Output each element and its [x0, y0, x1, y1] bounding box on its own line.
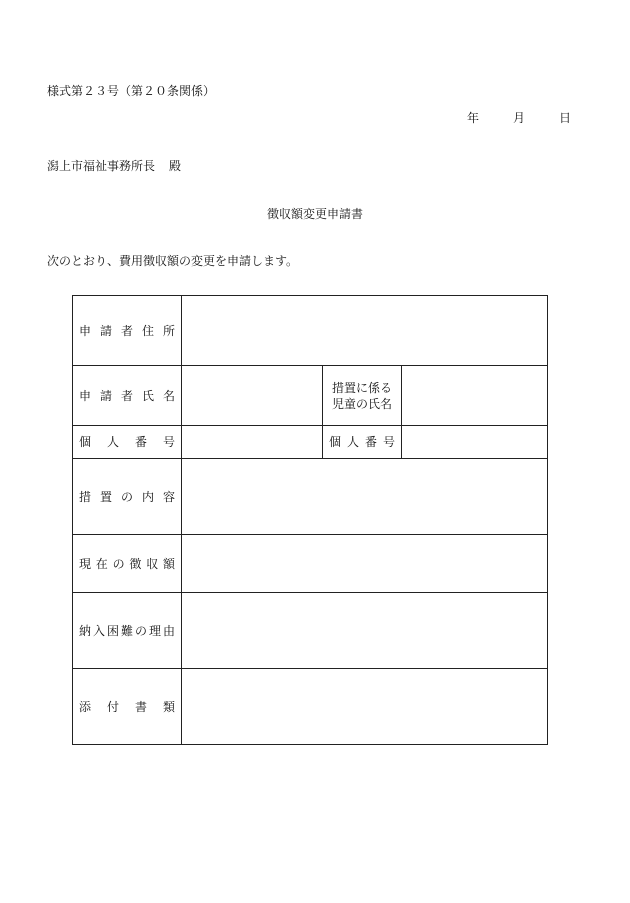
label-child-name-line2: 児童の氏名: [331, 396, 392, 411]
label-current-amount: 現在の徴収額: [73, 535, 182, 593]
field-measure-content[interactable]: [182, 459, 548, 535]
date-year: 年: [466, 111, 479, 125]
row-personal-number: [73, 426, 548, 459]
label-applicant-address: 申請者住所: [73, 296, 182, 366]
form-number: 様式第２３号（第２０条関係）: [47, 84, 216, 98]
label-measure-content: 措置の内容: [73, 459, 182, 535]
field-current-amount[interactable]: [182, 535, 548, 593]
label-child-personal-number: 個人番号: [323, 426, 402, 459]
label-personal-number: 個人番号: [73, 426, 182, 459]
field-attachments[interactable]: [182, 669, 548, 745]
row-attachments: [73, 669, 548, 745]
row-applicant-address: [73, 296, 548, 366]
label-child-name-line1: 措置に係る: [331, 380, 392, 395]
document-title: 徴収額変更申請書: [266, 207, 363, 221]
addressee: [47, 157, 181, 174]
label-child-name: [323, 366, 402, 426]
addressee-name: 潟上市福祉事務所長: [47, 159, 156, 173]
honorific: 殿: [169, 159, 182, 173]
label-difficulty-reason: 納入困難の理由: [73, 593, 182, 669]
field-difficulty-reason[interactable]: [182, 593, 548, 669]
field-applicant-address[interactable]: [182, 296, 548, 366]
row-measure-content: [73, 459, 548, 535]
row-applicant-name: [73, 366, 548, 426]
application-form-table: [72, 295, 548, 745]
field-child-name[interactable]: [402, 366, 548, 426]
date-line: [467, 109, 571, 126]
intro-text: 次のとおり、費用徴収額の変更を申請します。: [47, 254, 299, 268]
label-attachments: 添付書類: [73, 669, 182, 745]
date-month: 月: [512, 111, 525, 125]
row-current-amount: [73, 535, 548, 593]
date-day: 日: [558, 111, 571, 125]
field-personal-number[interactable]: [182, 426, 323, 459]
field-applicant-name[interactable]: [182, 366, 323, 426]
label-applicant-name: 申請者氏名: [73, 366, 182, 426]
field-child-personal-number[interactable]: [402, 426, 548, 459]
row-difficulty-reason: [73, 593, 548, 669]
